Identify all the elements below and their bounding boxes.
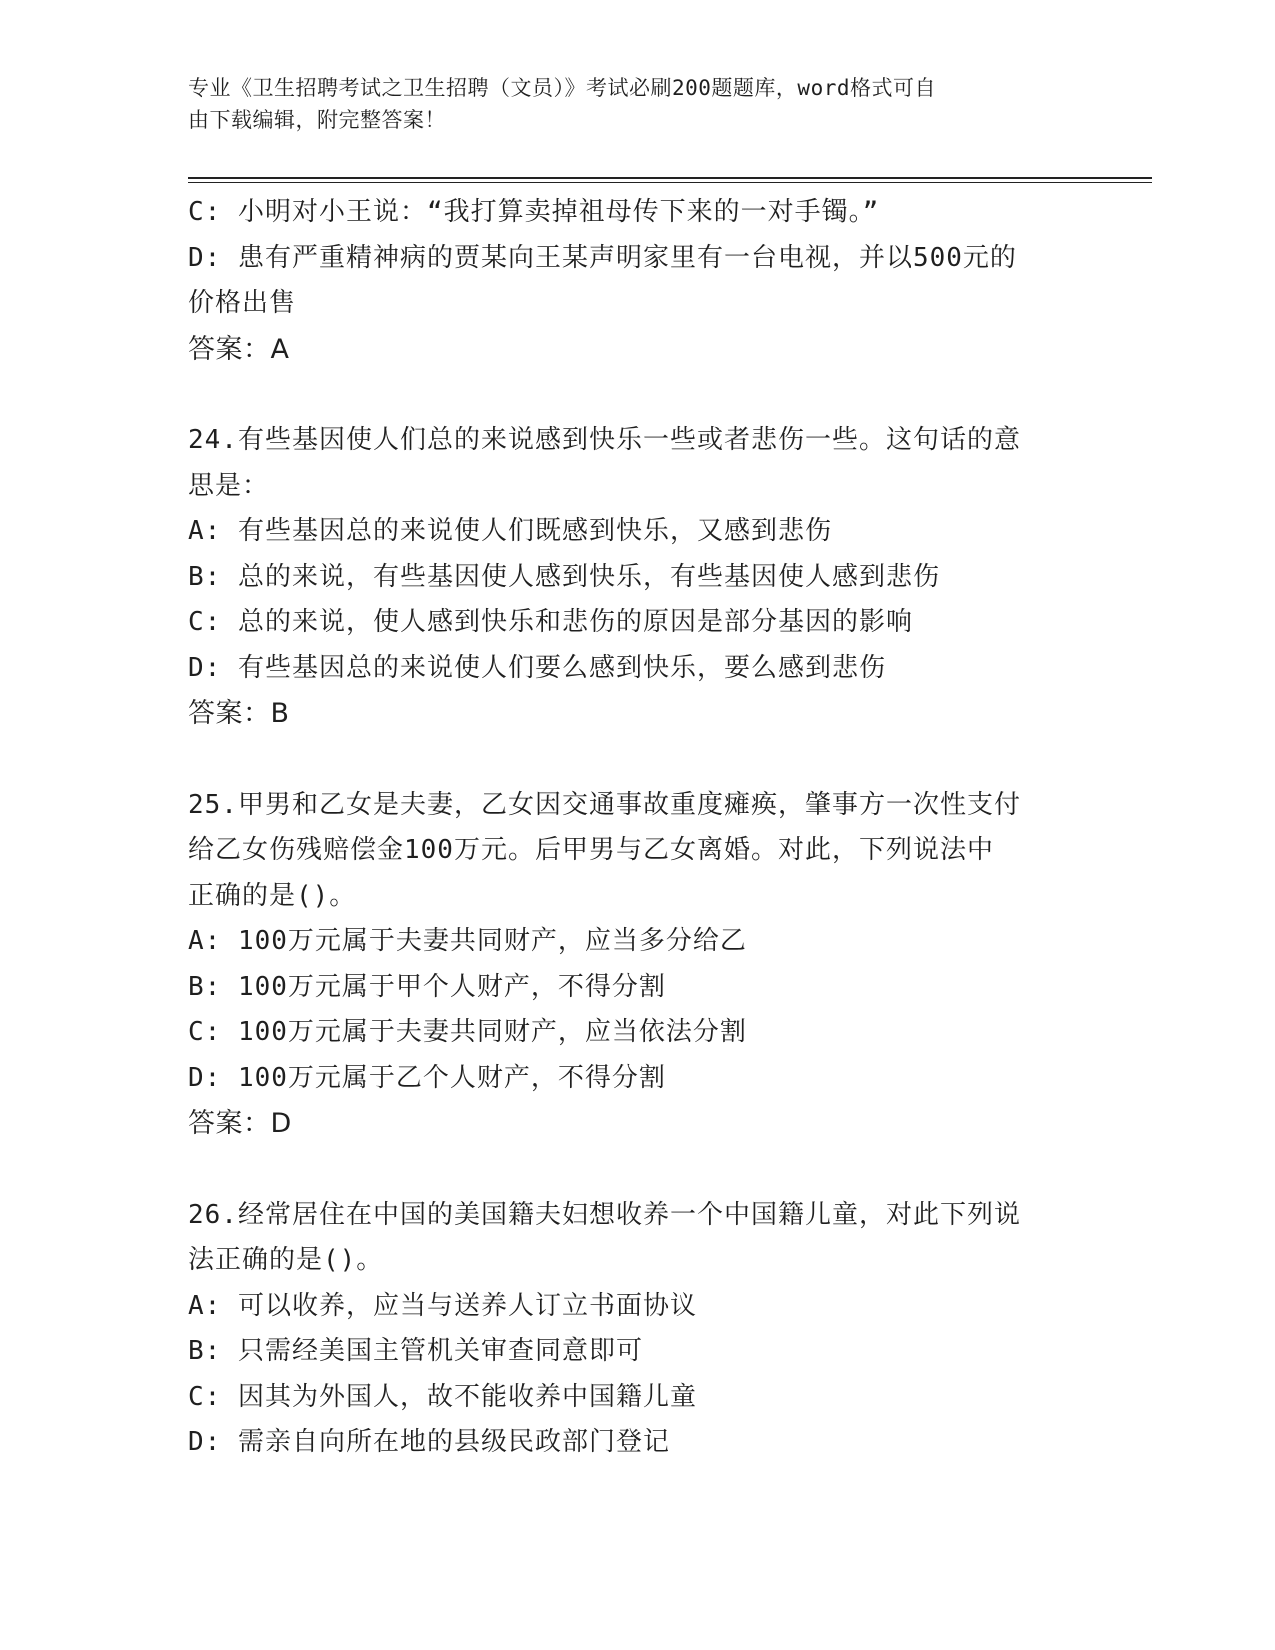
header-divider-thick [188,177,1152,179]
question-23-tail [188,190,1088,372]
header-title-line-2: 由下载编辑，附完整答案！ [188,108,446,132]
option-a: A: 有些基因总的来说使人们既感到快乐，又感到悲伤 [188,516,832,546]
option-d: D: 需亲自向所在地的县级民政部门登记 [188,1427,670,1457]
question-list [188,190,1088,1466]
option-a: A: 100万元属于夫妻共同财产，应当多分给乙 [188,926,747,956]
spacer [188,1147,1088,1193]
question-25 [188,783,1088,1147]
document-header [188,72,1088,136]
question-text: 26.经常居住在中国的美国籍夫妇想收养一个中国籍儿童，对此下列说 [188,1199,1021,1230]
option-c: C: 因其为外国人，故不能收养中国籍儿童 [188,1381,697,1412]
question-text-continuation: 给乙女伤残赔偿金100万元。后甲男与乙女离婚。对此，下列说法中 [188,835,994,865]
question-24 [188,418,1088,737]
option-d: D: 100万元属于乙个人财产，不得分割 [188,1062,666,1093]
header-divider-thin [188,182,1152,183]
spacer [188,372,1088,418]
question-text-continuation: 正确的是()。 [188,880,357,911]
option-d: D: 患有严重精神病的贾某向王某声明家里有一台电视，并以500元的 [188,242,1017,273]
option-b: B: 总的来说，有些基因使人感到快乐，有些基因使人感到悲伤 [188,561,940,592]
question-text-continuation: 法正确的是()。 [188,1245,384,1275]
option-d-continuation: 价格出售 [188,288,297,318]
option-b: B: 只需经美国主管机关审查同意即可 [188,1336,643,1366]
option-c: C: 100万元属于夫妻共同财产，应当依法分割 [188,1017,747,1047]
option-c: C: 总的来说，使人感到快乐和悲伤的原因是部分基因的影响 [188,607,913,637]
question-text: 24.有些基因使人们总的来说感到快乐一些或者悲伤一些。这句话的意 [188,425,1021,455]
header-title-line-1: 专业《卫生招聘考试之卫生招聘（文员）》考试必刷200题题库，word格式可自 [188,76,936,100]
option-b: B: 100万元属于甲个人财产，不得分割 [188,971,666,1002]
question-text: 25.甲男和乙女是夫妻，乙女因交通事故重度瘫痪，肇事方一次性支付 [188,789,1021,820]
option-c: C: 小明对小王说：“我打算卖掉祖母传下来的一对手镯。” [188,197,880,227]
answer-label: 答案：A [188,333,290,365]
option-a: A: 可以收养，应当与送养人订立书面协议 [188,1290,697,1321]
question-text-continuation: 思是： [188,470,270,501]
question-26 [188,1193,1088,1466]
answer-label: 答案：B [188,698,290,729]
spacer [188,737,1088,783]
option-d: D: 有些基因总的来说使人们要么感到快乐，要么感到悲伤 [188,652,886,683]
answer-label: 答案：D [188,1108,292,1139]
